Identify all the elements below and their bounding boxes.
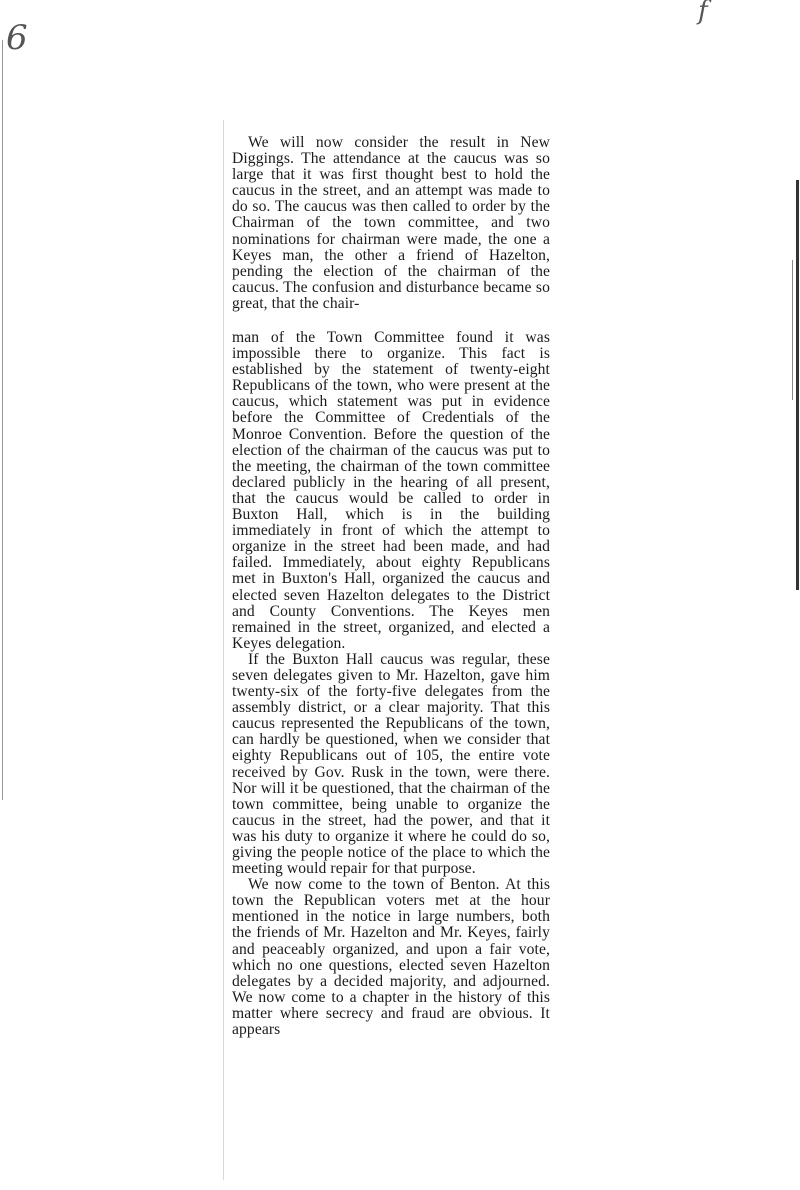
clipping-column-bottom bbox=[232, 330, 550, 1038]
paragraph-buxton-hall: If the Buxton Hall caucus was regular, these seven delegates given to Mr. Hazelton, gave him twenty-six of the forty-five delegates from the assembly district, or a clear majority. That this caucus represented the Republicans of the town, can hardly be questioned, when we consider that eighty Republicans out of 105, the entire vote received by Gov. Rusk in the town, were there. Nor will it be questioned, that the chairman of the town committee, being unable to organize the caucus in the street, had the power, and that it was his duty to organize it where he could do so, giving the people notice of the place to which the meeting would repair for that purpose. bbox=[232, 650, 550, 878]
scan-edge-line-right bbox=[796, 180, 799, 590]
newspaper-clipping bbox=[223, 120, 558, 1180]
handwritten-corner-mark: f bbox=[698, 0, 708, 26]
scan-edge-line-right-faint bbox=[792, 260, 793, 400]
paragraph-town-of-benton: We now come to the town of Benton. At this town the Republican voters met at the hour mentioned in the notice in large numbers, both the friends of Mr. Hazelton and Mr. Keyes, fairly and peaceably organized, and upon a fair vote, which no one questions, elected seven Hazelton delegates by a decided majority, and adjourned. We now come to a chapter in the history of this matter where secrecy and fraud are obvious. It appears bbox=[232, 876, 550, 1039]
scan-edge-line-left bbox=[2, 40, 3, 800]
paragraph-new-diggings-intro: We will now consider the result in New Diggings. The attendance at the caucus was so large that it was first thought best to hold the caucus in the street, and an attempt was made to do so. The caucus was then called to order by the Chairman of the town committee, and two nominations for chairman were made, the one a Keyes man, the other a friend of Hazelton, pending the election of the chairman of the caucus. The confusion and disturbance became so great, that the chair- bbox=[232, 134, 550, 312]
paragraph-town-committee: man of the Town Committee found it was impossible there to organize. This fact is established by the statement of twenty-eight Republicans of the town, who were present at the caucus, which statement was put in evidence before the Committee of Credentials of the Monroe Convention. Before the question of the election of the chairman of the caucus was put to the meeting, the chairman of the town committee declared publicly in the hearing of all present, that the caucus would be called to order in Buxton Hall, which is in the building immediately in front of which the attempt to organize in the street had been made, and had failed. Immediately, about eighty Republicans met in Buxton's Hall, organized the caucus and elected seven Hazelton delegates to the District and County Conventions. The Keyes men remained in the street, organized, and elected a Keyes delegation. bbox=[232, 329, 550, 652]
clipping-column-top bbox=[232, 135, 550, 312]
handwritten-page-number: 6 bbox=[6, 18, 28, 58]
